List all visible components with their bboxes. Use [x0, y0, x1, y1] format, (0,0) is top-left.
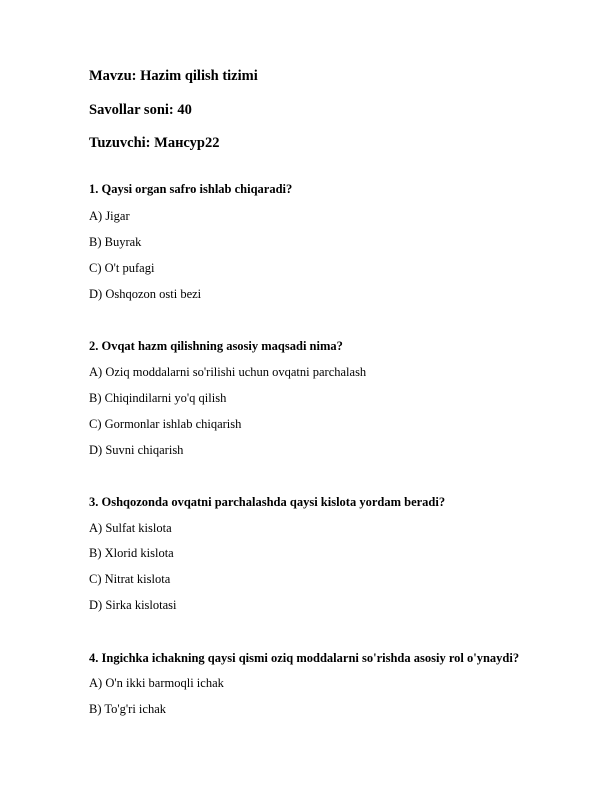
question-3-option-c: C) Nitrat kislota: [89, 572, 171, 586]
question-1-option-d: D) Oshqozon osti bezi: [89, 287, 202, 301]
question-4-option-a: A) O'n ikki barmoqli ichak: [89, 676, 224, 690]
question-1-option-b: B) Buyrak: [89, 235, 142, 249]
question-3-option-d: D) Sirka kislotasi: [89, 598, 177, 612]
question-2-option-d: D) Suvni chiqarish: [89, 443, 184, 457]
question-1-option-c: C) O't pufagi: [89, 261, 155, 275]
topic-line: Mavzu: Hazim qilish tizimi: [89, 68, 258, 84]
author-line: Tuzuvchi: Мансур22: [89, 135, 220, 151]
question-3: 3. Oshqozonda ovqatni parchalashda qaysi kislota yordam beradi?: [89, 495, 446, 509]
question-1-option-a: A) Jigar: [89, 209, 130, 223]
question-2-option-b: B) Chiqindilarni yo'q qilish: [89, 391, 227, 405]
question-2: 2. Ovqat hazm qilishning asosiy maqsadi nima?: [89, 339, 343, 353]
question-count-line: Savollar soni: 40: [89, 102, 192, 118]
question-2-option-c: C) Gormonlar ishlab chiqarish: [89, 417, 242, 431]
question-2-option-a: A) Oziq moddalarni so'rilishi uchun ovqatni parchalash: [89, 365, 367, 379]
question-1: 1. Qaysi organ safro ishlab chiqaradi?: [89, 182, 293, 196]
question-4-option-b: B) To'g'ri ichak: [89, 702, 166, 716]
question-3-option-b: B) Xlorid kislota: [89, 546, 174, 560]
question-4: 4. Ingichka ichakning qaysi qismi oziq moddalarni so'rishda asosiy rol o'ynaydi?: [89, 651, 520, 665]
question-3-option-a: A) Sulfat kislota: [89, 521, 172, 535]
